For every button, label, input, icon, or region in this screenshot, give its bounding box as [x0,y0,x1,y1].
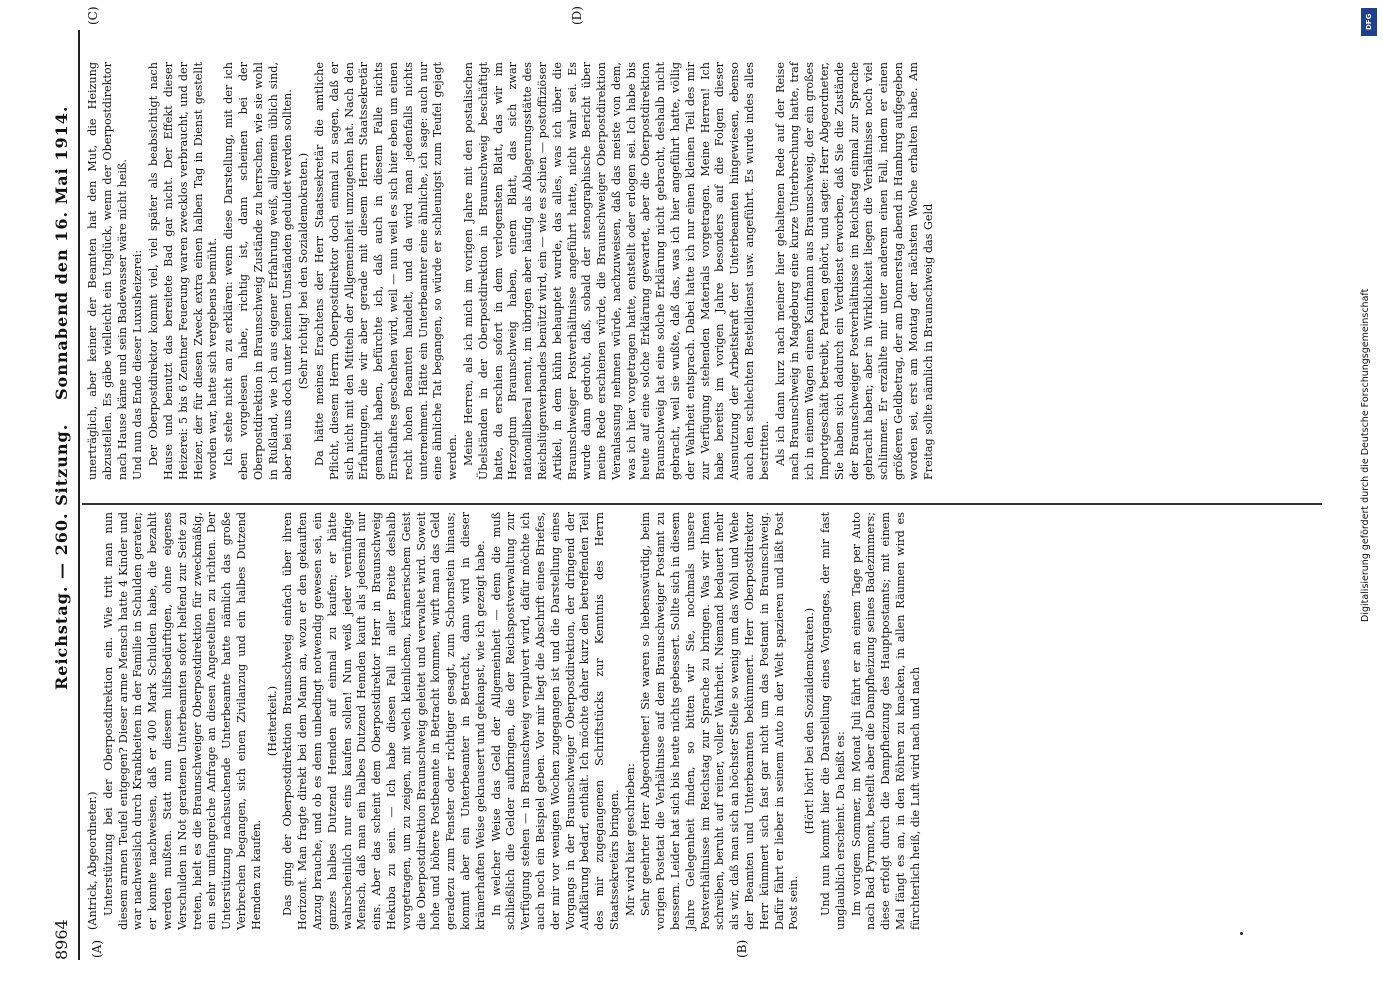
speaker-note: (Antrick, Abgeordneter.) [86,791,99,930]
paragraph: Als ich dann kurz nach meiner hier gehaltenen Rede auf der Reise nach Braunschweig in Magdeburg eine kurze Unterbrechung hatte, traf ich in einem Wagen einen Kaufmann aus Braunschweig, der ein großes Importgeschäft betreibt, Parteien gehört, und sagte: Herr Abgeordneter, Sie haben sich dadurch ein Verdienst erworben, daß Sie die Zustände der Braunschweiger Postverhältnisse im Reichstag einmal zur Sprache gebracht haben; aber in Wirklichkeit liegen die Verhältnisse noch viel schlimmer. Er erzählte mir unter anderem einen Fall, indem er einen größeren Geldbetrag, der am Donnerstag abend in Hamburg aufgegeben worden sei, erst am Montag der nächsten Woche erhalten habe. Am Freitag sollte nämlich in Braunschweig das Geld [773,62,935,480]
left-column [86,512,925,930]
paragraph: Mir wird hier geschrieben: [623,763,637,916]
margin-marker-d: (D) [570,6,584,25]
interjection: (Hört! hört! bei den Sozialdemokraten.) [803,607,817,835]
digitization-sidebar [1360,8,1380,988]
page-date: Sonnabend den 16. Mai 1914. [52,105,71,400]
paragraph: Meine Herren, als ich mich im vorigen Jahre mit den postalischen Übelständen in der Oberpostdirektion in Braunschweig beschäftigt hatte, da erschien sofort in dem verlogensten Blatt, das wir im Herzogtum Braunschweig haben, einem Blatt, das sich zwar nationalliberal nennt, im übrigen aber häufig als Ablagerungsstätte des Reichslügenverbandes benützt wird, ein — wie es schien — postoffiziöser Artikel, in dem kühn behauptet wurde, das alles, was ich über die Braunschweiger Postverhältnisse angeführt hatte, nicht wahr sei. Es wurde dann gedroht, daß, sobald der stenographische Bericht über meine Rede erschienen würde, die Braunschweiger Oberpostdirektion Veranlassung nehmen würde, nachzuweisen, daß das meiste von dem, was ich hier vorgetragen hatte, entstellt oder erlogen sei. Ich habe bis heute auf eine solche Erklärung gewartet, aber die Oberpostdirektion Braunschweig hat eine solche Erklärung nicht gebracht, deshalb nicht gebracht, weil sie wußte, daß das, was ich hier angeführt hatte, völlig der Wahrheit entsprach. Dabei hatte ich nur einen kleinen Teil des mir zur Verfügung stehenden Materials vorgetragen. Meine Herren! Ich habe bereits im vorigen Jahre besonders auf die Folgen dieser Ausnutzung der Arbeitskraft der Unterbeamten hingewiesen, ebenso auch den schlechten Bestelldienst usw. angeführt. Es wurde indes alles bestritten. [461,62,771,480]
paragraph: Da hätte meines Erachtens der Herr Staatssekretär die amtliche Pflicht, diesem Herrn Oberpostdirektor doch einmal zu sagen, daß er sich nicht mit den Mitteln der Allgemeinheit umzugehen hat. Nach den Erfahrungen, die wir aber gerade mit diesem Herrn Staatssekretär gemacht haben, befürchte ich, daß auch in diesem Falle nichts Ernsthaftes geschehen wird, weil — nun weil es sich hier eben um einen recht hohen Beamten handelt, und da wird man jedenfalls nichts unternehmen. Hätte ein Unterbeamter eine ähnliche, ich sage: auch nur eine ähnliche Tat begangen, so würde er schleunigst zum Teufel gejagt werden. [312,62,460,480]
paragraph: Das ging der Oberpostdirektion Braunschweig einfach über ihren Horizont. Man fragte direkt bei dem Mann an, wozu er den gekauften Anzug brauche, und ob es denn unbedingt notwendig gewesen sei, ein ganzes halbes Dutzend Hemden auf einmal zu kaufen; er hätte wahrscheinlich nur eins kaufen sollen! Nun weiß jeder vernünftige Mensch, daß man ein halbes Dutzend Hemden kauft als jedesmal nur eins. Aber das scheint dem Oberpostdirektor Herr in Braunschweig Hekuba zu sein. — Ich habe diesen Fall in aller Breite deshalb vorgetragen, um zu zeigen, mit welch kleinlichem, krämerischem Geist die Oberpostdirektion Braunschweig geleitet und verwaltet wird. Soweit hohe und höhere Postbeamte in Betracht kommen, wirft man das Geld geradezu zum Fenster oder richtiger gesagt, zum Schornstein hinaus; kommt aber ein Unterbeamter in Betracht, dann wird in dieser krämerhaften Weise geknausert und geknapst, wie ich gezeigt habe. [281,512,487,930]
paragraph: Und nun kommt hier die Darstellung eines Vorganges, der mir fast unglaublich erscheint. Da heißt es: [819,512,847,930]
paragraph: Und nun das Ende dieser Luxusheizerei: [131,249,145,480]
dfg-logo: DFG [1361,8,1377,36]
page-title: Reichstag. — 260. Sitzung. [52,423,71,690]
quoted-letter: Im vorigen Sommer, im Monat Juli fährt er an einem Tage per Auto nach Bad Pyrmont, bestellt aber die Dampfheizung seines Badezimmers; diese erfolgt durch die Dampfheizung des Hauptpostamts; mit einem Mal fängt es an, in den Röhren zu knacken, in allen Räumen wird es fürchterlich heiß, die Luft wird nach und nach [849,512,922,930]
margin-marker-c: (C) [86,6,100,25]
header-rule [78,30,80,960]
digitization-credit: Digitalisierung gefördert durch die Deutsche Forschungsgemeinschaft [1360,288,1371,622]
interjection: (Sehr richtig! bei den Sozialdemokraten.) [297,152,311,390]
print-speck [1240,932,1243,935]
quoted-letter: Der Oberpostdirektor kommt viel, viel später als beabsichtigt nach Hause und benutzt das bereitete Bad gar nicht. Der Effekt dieser Heizerei: 5 bis 6 Zentner Feuerung waren zwecklos verbraucht, und der Heizer, der für diesen Zweck extra einen halben Tag in Dienst gestellt worden war, hatte sich vergebens bemüht. [147,62,220,480]
column-divider [82,503,1322,505]
page-header [52,30,76,960]
paragraph: In welcher Weise das Geld der Allgemeinheit — denn die muß schließlich die Gelder aufbringen, die der Reichspostverwaltung zur Verfügung stehen — in Braunschweig verpulvert wird, dafür möchte ich auch noch ein Beispiel geben. Vor mir liegt die Abschrift eines Briefes, der mir vor wenigen Wochen zugegangen ist und die Darstellung eines Vorgangs in der Braunschweiger Oberpostdirektion, der dringend der Aufklärung bedarf, enthält. Ich möchte daher kurz den betreffenden Teil des mir zugegangenen Schriftstücks zur Kenntnis des Herrn Staatssekretärs bringen. [489,512,621,930]
quoted-letter: unerträglich, aber keiner der Beamten hat den Mut, die Heizung abzustellen. Es gäbe vielleicht ein Unglück, wenn der Oberpostdirektor nach Hause käme und sein Badewasser wäre nicht heiß. [86,62,129,480]
interjection: (Heiterkeit.) [265,685,279,757]
margin-marker-a: (A) [90,939,104,958]
paragraph: Ich stehe nicht an zu erklären: wenn diese Darstellung, mit der ich eben vorgelesen habe, richtig ist, dann scheinen bei der Oberpostdirektion in Braunschweig Zustände zu herrschen, wie sie wohl in Rußland, wie ich aus eigener Erfahrung weiß, allgemein üblich sind, aber bei uns doch unter keinen Umständen geduldet werden sollten. [222,62,295,480]
quoted-letter: Sehr geehrter Herr Abgeordneter! Sie waren so liebenswürdig, beim vorigen Postetat die Verhältnisse auf dem Braunschweiger Postamt zu bessern. Leider hat sich bis heute nichts gebessert. Sollte sich in diesem Jahre Gelegenheit finden, so bitten wir Sie, nochmals unsere Postverhältnisse im Reichstag zur Sprache zu bringen. Was wir Ihnen schreiben, beruht auf reiner, voller Wahrheit. Niemand bedauert mehr als wir, daß man sich an höchster Stelle so wenig um das Wohl und Wehe der Beamten und Unterbeamten bekümmert. Herr Oberpostdirektor Herr kümmert sich fast gar nicht um das Postamt in Braunschweig. Dafür fährt er lieber in seinem Auto in der Welt spazieren und läßt Post Post sein. [639,512,801,930]
page-number: 8964 [52,919,71,960]
margin-marker-b: (B) [735,939,749,958]
right-column [86,62,937,480]
paragraph: Unterstützung bei der Oberpostdirektion ein. Wie tritt man nun diesem armen Teufel entgegen? Dieser arme Mensch hatte 4 Kinder und war nachweislich durch Krankheiten in der Familie in Schulden geraten; er konnte nachweisen, daß er 400 Mark Schulden habe, die bezahlt werden mußten. Statt nun diesem hilfsbedürftigen, ohne eigenes Verschulden in Not geratenen Unterbeamten sofort helfend zur Seite zu treten, hielt es die Braunschweiger Oberpostdirektion für zweckmäßig, ein sehr umfangreiche Anfrage an diesen Angestellten zu richten. Der Unterstützung nachsuchende Unterbeamte hatte nämlich das große Verbrechen begangen, sich einen Zivilanzug und ein halbes Dutzend Hemden zu kaufen. [101,512,263,930]
